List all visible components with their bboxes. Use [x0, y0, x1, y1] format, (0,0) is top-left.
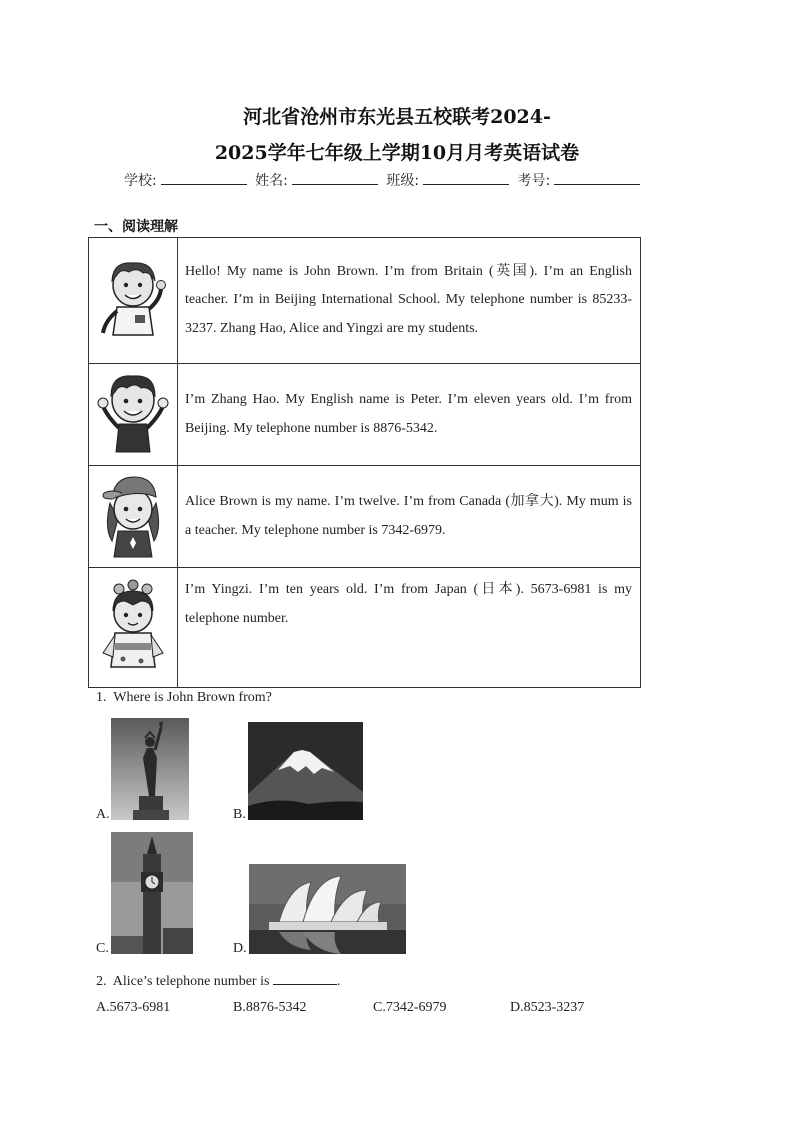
q2-option-c-label: C.	[373, 1000, 386, 1015]
passage-text: Alice Brown is my name. I’m twelve. I’m from Canada (加拿大). My mum is a teacher. My telephone number is 7342-6979.	[178, 466, 641, 568]
exam-title-line1: 河北省沧州市东光县五校联考2024-	[243, 106, 551, 128]
exam-number-label: 考号:	[517, 173, 551, 189]
q2-option-d-label: D.	[510, 1000, 524, 1015]
q2-option-c-text: 7342-6979	[385, 1000, 447, 1015]
q2-option-a-text: 5673-6981	[109, 1000, 171, 1015]
question-number: 2.	[96, 974, 107, 989]
option-a-label[interactable]: A.	[96, 807, 110, 822]
q2-option-b-text: 8876-5342	[245, 1000, 307, 1015]
option-b-label[interactable]: B.	[233, 807, 246, 822]
passage-picture	[89, 568, 178, 688]
class-blank[interactable]	[423, 170, 509, 185]
passage-row	[89, 466, 641, 568]
question-2	[96, 971, 340, 990]
student-info-row	[124, 170, 644, 190]
girl-cap-icon	[98, 469, 168, 559]
passage-picture	[89, 238, 178, 364]
question-number: 1.	[96, 690, 107, 705]
school-label: 学校:	[124, 173, 157, 189]
statue-of-liberty-photo[interactable]	[111, 718, 189, 820]
option-d-label[interactable]: D.	[233, 941, 247, 956]
big-ben-photo[interactable]	[111, 832, 193, 954]
question-text: Alice’s telephone number is	[112, 974, 270, 989]
passage-picture	[89, 364, 178, 466]
q2-option-d-text: 8523-3237	[523, 1000, 585, 1015]
passage-picture	[89, 466, 178, 568]
option-c-label[interactable]: C.	[96, 941, 109, 956]
passage-text: Hello! My name is John Brown. I’m from Britain (英国). I’m an English teacher. I’m in Beijing International School. My telephone number is 85233-3237. Zhang Hao, Alice and Yingzi are my students.	[178, 238, 641, 364]
boy-teacher-icon	[95, 255, 171, 341]
answer-blank[interactable]	[273, 971, 337, 985]
question-1	[96, 690, 272, 706]
q2-option-a-label: A.	[96, 1000, 110, 1015]
passage-row	[89, 568, 641, 688]
waving-boy-icon	[95, 368, 171, 456]
passage-table	[88, 237, 641, 688]
name-blank[interactable]	[292, 170, 378, 185]
q2-option-a[interactable]	[96, 1000, 170, 1016]
passage-text: I’m Zhang Hao. My English name is Peter. I’m eleven years old. I’m from Beijing. My telephone number is 8876-5342.	[178, 364, 641, 466]
school-blank[interactable]	[161, 170, 247, 185]
q2-option-d[interactable]	[510, 1000, 584, 1016]
q2-option-b[interactable]	[233, 1000, 307, 1016]
passage-text: I’m Yingzi. I’m ten years old. I’m from Japan (日本). 5673-6981 is my telephone number.	[178, 568, 641, 688]
kimono-girl-icon	[97, 577, 169, 673]
q2-option-b-label: B.	[233, 1000, 246, 1015]
passage-row	[89, 364, 641, 466]
name-label: 姓名:	[255, 173, 288, 189]
exam-title-line2: 2025学年七年级上学期10月月考英语试卷	[214, 142, 580, 164]
question-end: .	[336, 974, 341, 989]
section-title: 一、阅读理解	[94, 219, 178, 235]
mount-fuji-photo[interactable]	[248, 722, 363, 820]
q2-option-c[interactable]	[373, 1000, 447, 1016]
sydney-opera-house-photo[interactable]	[249, 864, 406, 954]
passage-row	[89, 238, 641, 364]
question-text: Where is John Brown from?	[113, 690, 272, 705]
class-label: 班级:	[386, 173, 420, 189]
exam-number-blank[interactable]	[554, 170, 640, 185]
